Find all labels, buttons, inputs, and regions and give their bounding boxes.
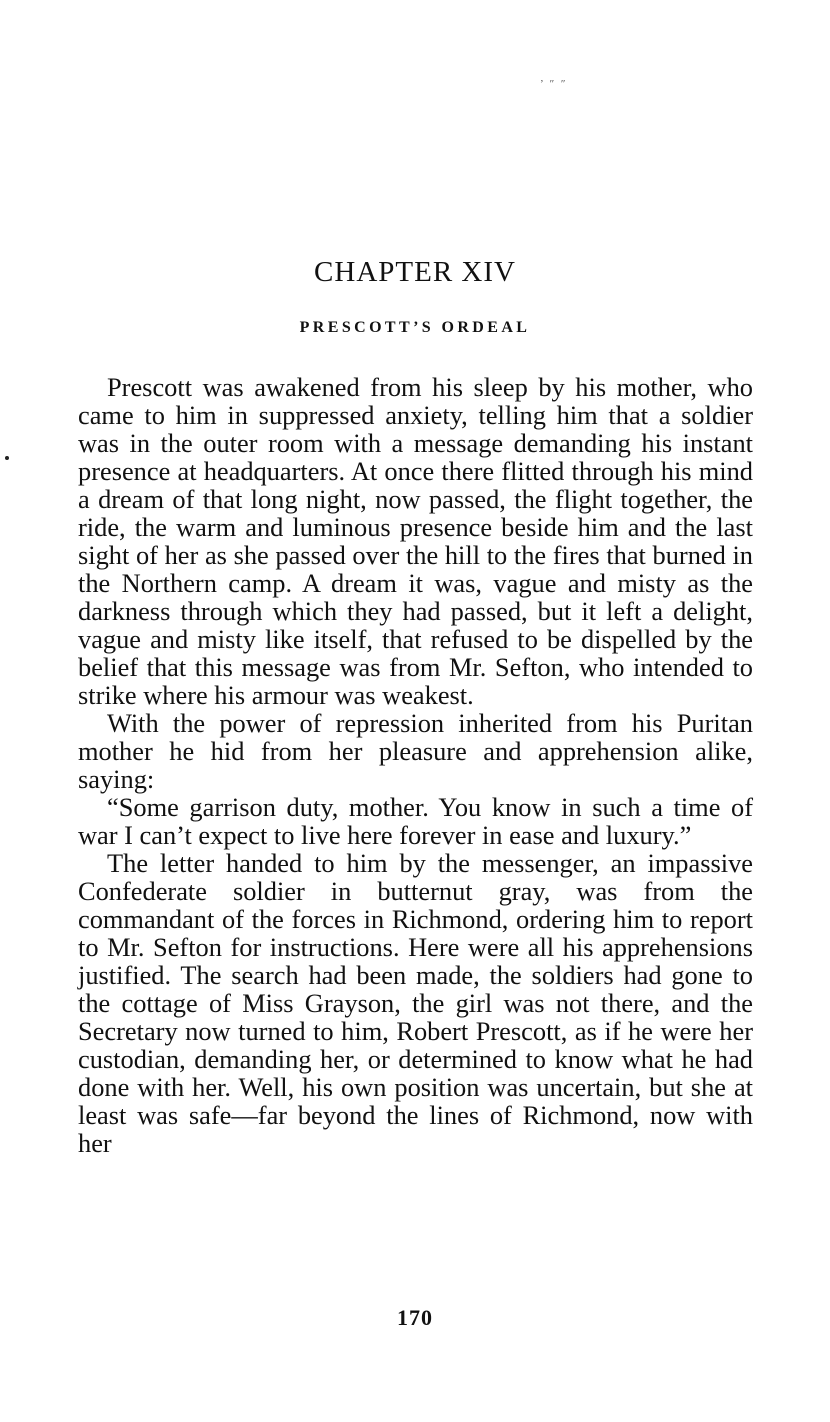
chapter-body: [78, 373, 753, 1157]
paragraph: The letter handed to him by the messenger, an impassive Confederate soldier in butternut gray, was from the commandant of the forces in Richmond, ordering him to report to Mr. Sefton for instructions. Here were all his apprehensions justified. The search had been made, the soldiers had gone to the cottage of Miss Grayson, the girl was not there, and the Secretary now turned to him, Robert Prescott, as if he were her custodian, demanding her, or determined to know what he had done with her. Well, his own position was uncertain, but she at least was safe—far beyond the lines of Richmond, now with her: [78, 848, 753, 1158]
paragraph: With the power of repression inherited from his Puritan mother he hid from her pleasure and apprehension alike, saying:: [78, 708, 753, 794]
page-number: 170: [397, 1305, 433, 1330]
paragraph: “Some garrison duty, mother. You know in such a time of war I can’t expect to live here forever in ease and luxury.”: [78, 792, 753, 850]
margin-dot: [5, 456, 9, 460]
chapter-subtitle: PRESCOTT’S ORDEAL: [299, 319, 531, 336]
scan-mark: ’ ″ ″: [540, 78, 568, 90]
paragraph: Prescott was awakened from his sleep by his mother, who came to him in suppressed anxiety, telling him that a soldier was in the outer room with a message demanding his instant presence at headquarters. At once there flitted through his mind a dream of that long night, now passed, the flight together, the ride, the warm and luminous presence beside him and the last sight of her as she passed over the hill to the fires that burned in the Northern camp. A dream it was, vague and misty as the darkness through which they had passed, but it left a delight, vague and misty like itself, that refused to be dispelled by the belief that this message was from Mr. Sefton, who intended to strike where his armour was weakest.: [78, 372, 753, 710]
chapter-title: CHAPTER XIV: [314, 256, 516, 288]
